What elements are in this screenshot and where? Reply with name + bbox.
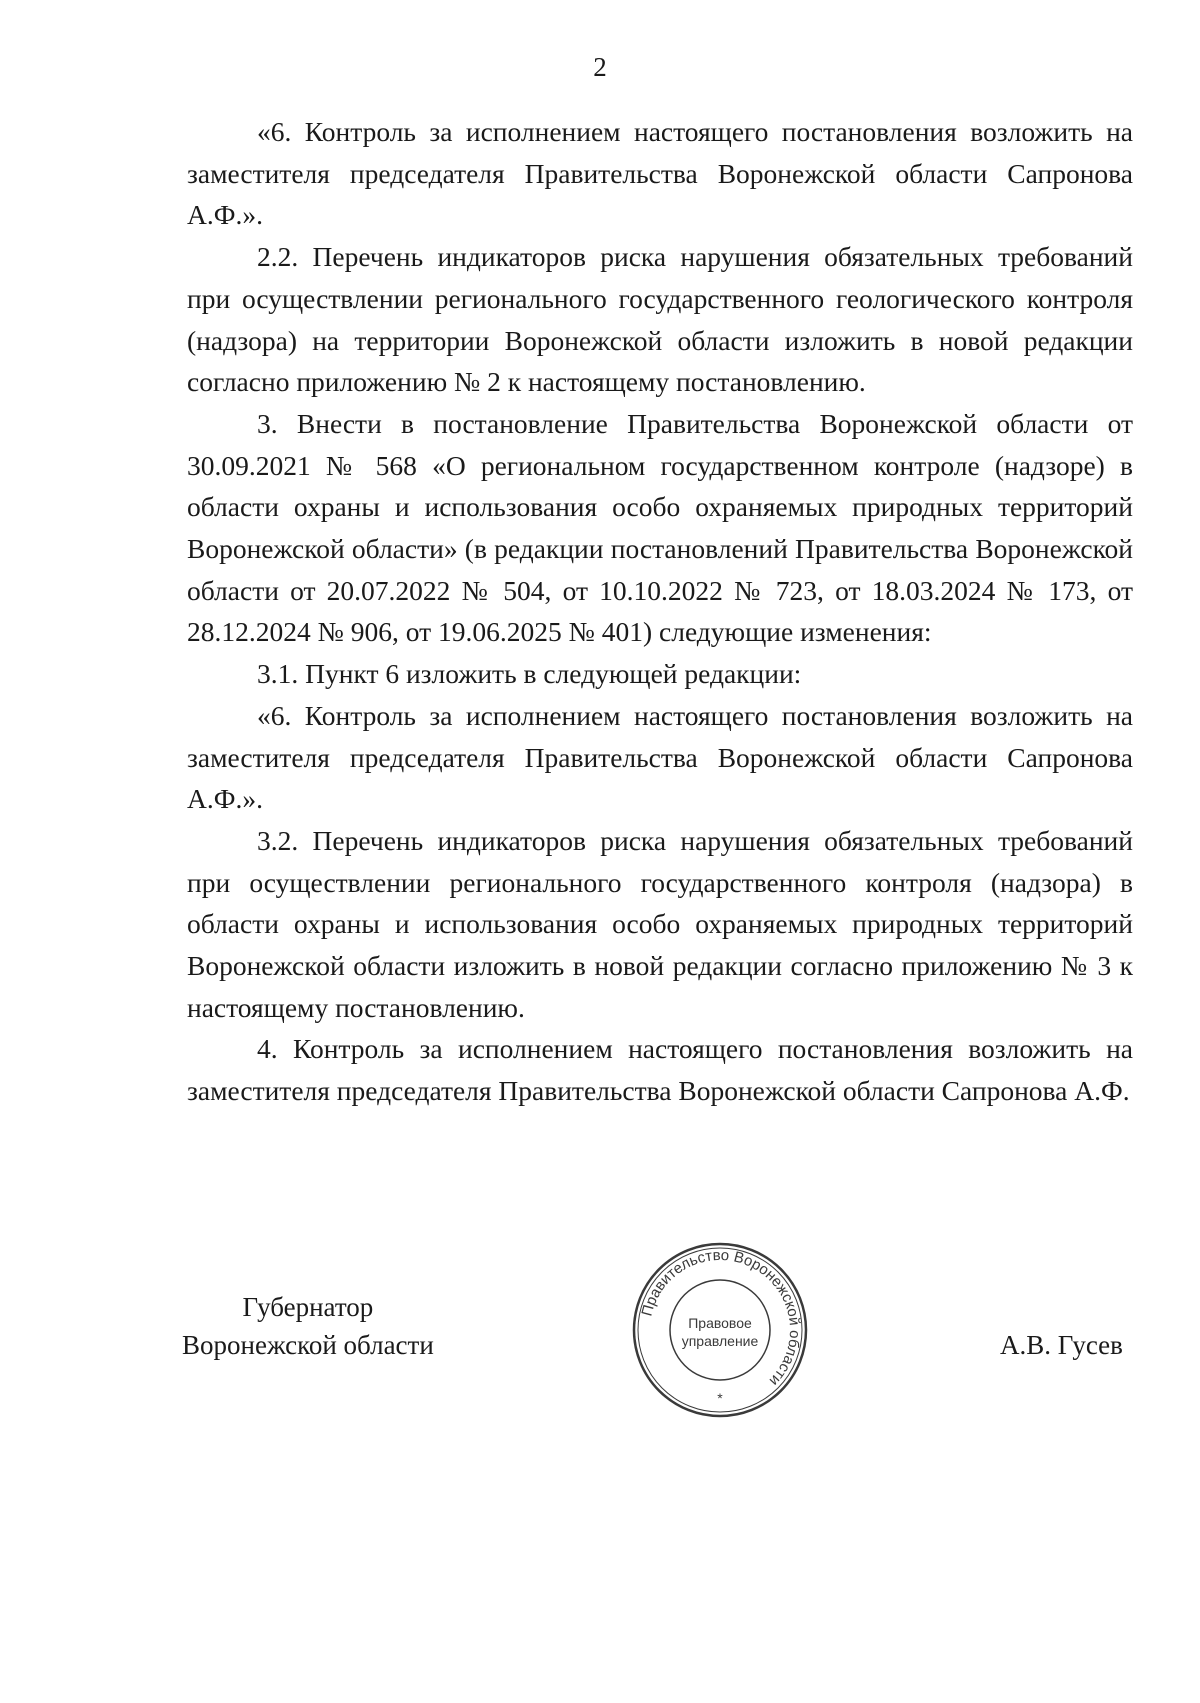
document-body xyxy=(187,111,1133,1112)
stamp-inner-line-1: Правовое xyxy=(688,1315,752,1331)
signatory-name: А.В. Гусев xyxy=(1000,1330,1123,1360)
paragraph-3: 3. Внести в постановление Правительства Воронежской области от 30.09.2021 № 568 «О региональном государственном контроле (надзоре) в области охраны и использования особо охраняемых природных территорий Воронежской области» (в редакции постановлений Правительства Воронежской области от 20.07.2022 № 504, от 10.10.2022 № 723, от 18.03.2024 № 173, от 28.12.2024 № 906, от 19.06.2025 № 401) следующие изменения: xyxy=(187,407,1133,648)
paragraph-control-clause-1: «6. Контроль за исполнением настоящего постановления возложить на заместителя председателя Правительства Воронежской области Сапронова А.Ф.». xyxy=(187,116,1133,231)
signatory-title xyxy=(182,1288,434,1364)
signatory-title-line-2: Воронежской области xyxy=(182,1330,434,1360)
stamp-outer-text: Правительство Воронежской области xyxy=(638,1246,804,1390)
paragraph-4: 4. Контроль за исполнением настоящего постановления возложить на заместителя председателя Правительства Воронежской области Сапронова А.Ф. xyxy=(187,1033,1133,1107)
stamp-star: * xyxy=(717,1390,723,1406)
page-number: 2 xyxy=(593,52,607,82)
stamp-inner-line-2: управление xyxy=(681,1333,759,1349)
paragraph-control-clause-2: «6. Контроль за исполнением настоящего постановления возложить на заместителя председателя Правительства Воронежской области Сапронова А.Ф.». xyxy=(187,699,1133,815)
official-stamp xyxy=(630,1240,810,1420)
signatory-title-line-1: Губернатор xyxy=(242,1292,374,1322)
paragraph-2-2: 2.2. Перечень индикаторов риска нарушения обязательных требований при осуществлении регионального государственного геологического контроля (надзора) на территории Воронежской области изложить в новой редакции согласно приложению № 2 к настоящему постановлению. xyxy=(187,241,1133,398)
paragraph-3-2: 3.2. Перечень индикаторов риска нарушения обязательных требований при осуществлении регионального государственного контроля (надзора) в области охраны и использования особо охраняемых природных территорий Воронежской области изложить в новой редакции согласно приложению № 3 к настоящему постановлению. xyxy=(187,824,1133,1023)
paragraph-3-1: 3.1. Пункт 6 изложить в следующей редакции: xyxy=(257,658,802,690)
